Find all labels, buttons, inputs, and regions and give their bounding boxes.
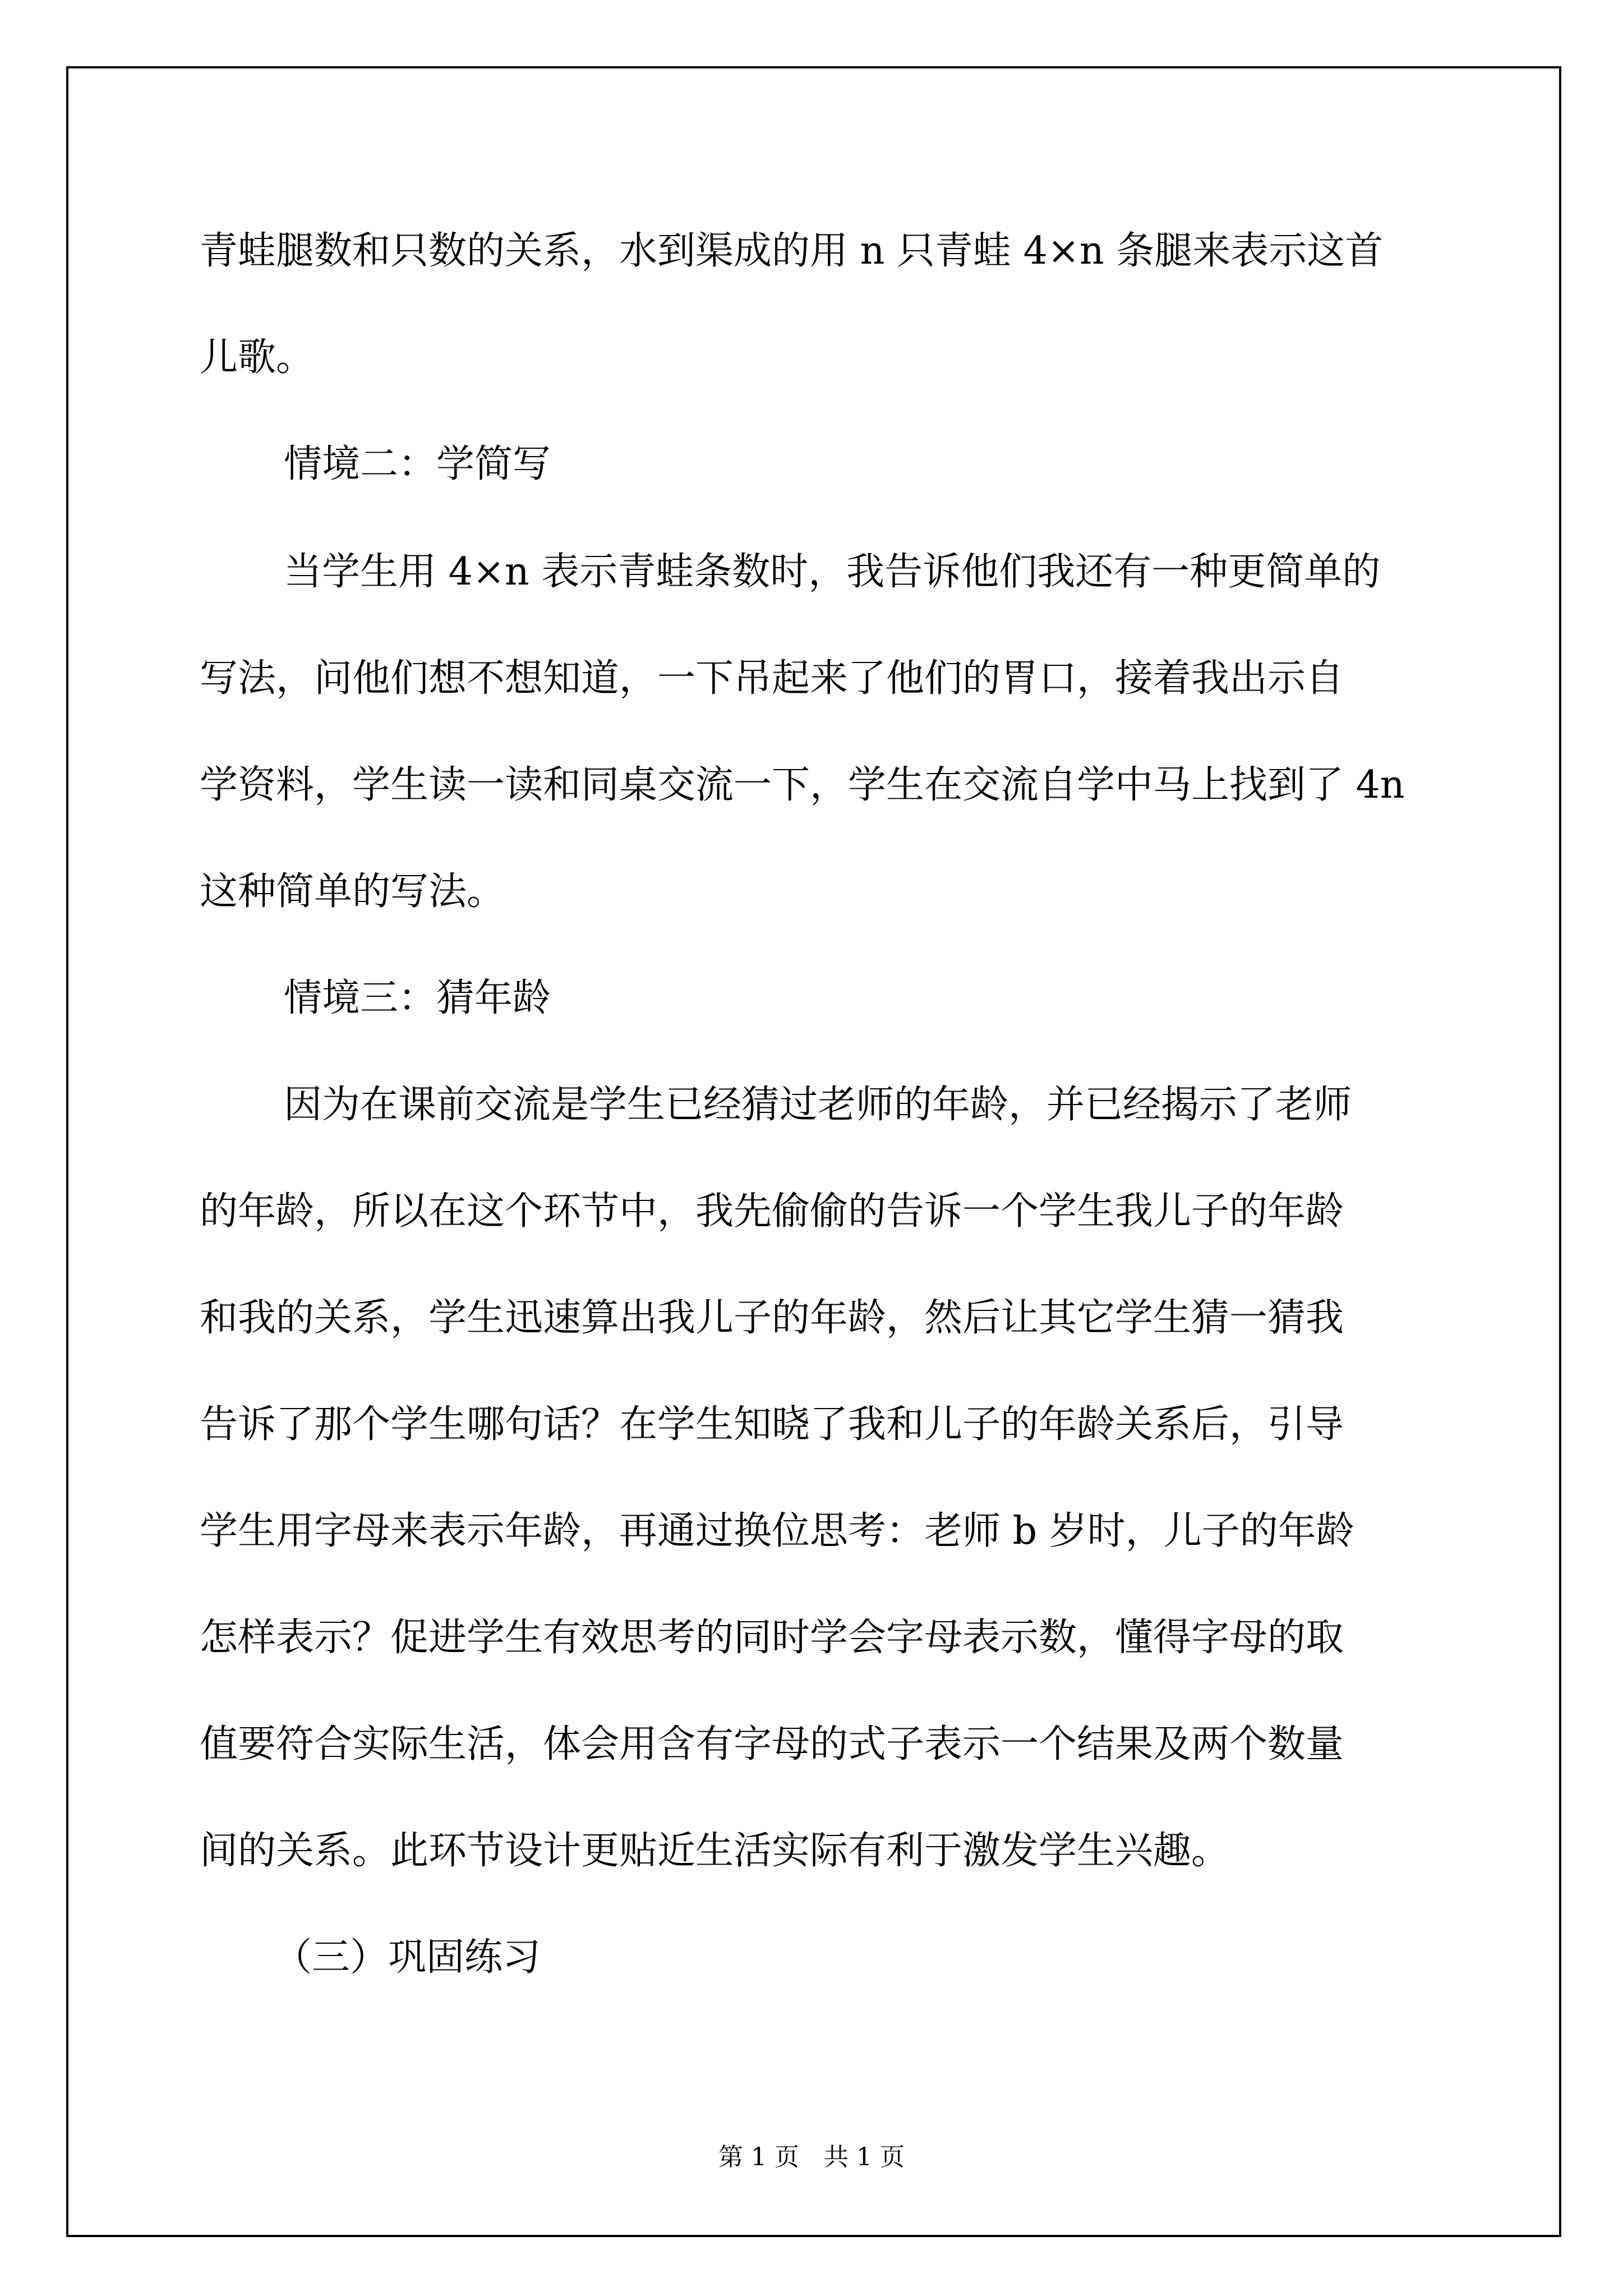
text-line: 的年龄，所以在这个环节中，我先偷偷的告诉一个学生我儿子的年龄 [200,1189,1344,1234]
text-line: 这种简单的写法。 [200,869,505,914]
text-line: 因为在课前交流是学生已经猜过老师的年龄，并已经揭示了老师 [284,1083,1352,1127]
text-line: 学资料，学生读一读和同桌交流一下，学生在交流自学中马上找到了 4n [200,763,1405,807]
section-heading: （三）巩固练习 [274,1935,541,1980]
text-line: 写法，问他们想不想知道，一下吊起来了他们的胃口，接着我出示自 [200,656,1344,701]
section-heading: 情境三：猜年龄 [284,976,551,1020]
section-heading: 情境二：学简写 [284,442,551,486]
page-footer: 第 1 页 共 1 页 [718,2143,905,2171]
text-line: 青蛙腿数和只数的关系，水到渠成的用 n 只青蛙 4×n 条腿来表示这首 [200,229,1384,273]
text-line: 儿歌。 [200,335,315,380]
text-line: 怎样表示？促进学生有效思考的同时学会字母表示数，懂得字母的取 [200,1616,1344,1660]
text-line: 学生用字母来表示年龄，再通过换位思考：老师 b 岁时，儿子的年龄 [200,1509,1354,1553]
text-line: 告诉了那个学生哪句话？在学生知晓了我和儿子的年龄关系后，引导 [200,1402,1344,1447]
text-line: 当学生用 4×n 表示青蛙条数时，我告诉他们我还有一种更简单的 [284,550,1381,594]
text-line: 和我的关系，学生迅速算出我儿子的年龄，然后让其它学生猜一猜我 [200,1296,1344,1340]
page-border [66,66,1561,2237]
text-line: 值要符合实际生活，体会用含有字母的式子表示一个结果及两个数量 [200,1722,1344,1766]
text-line: 间的关系。此环节设计更贴近生活实际有利于激发学生兴趣。 [200,1829,1230,1873]
